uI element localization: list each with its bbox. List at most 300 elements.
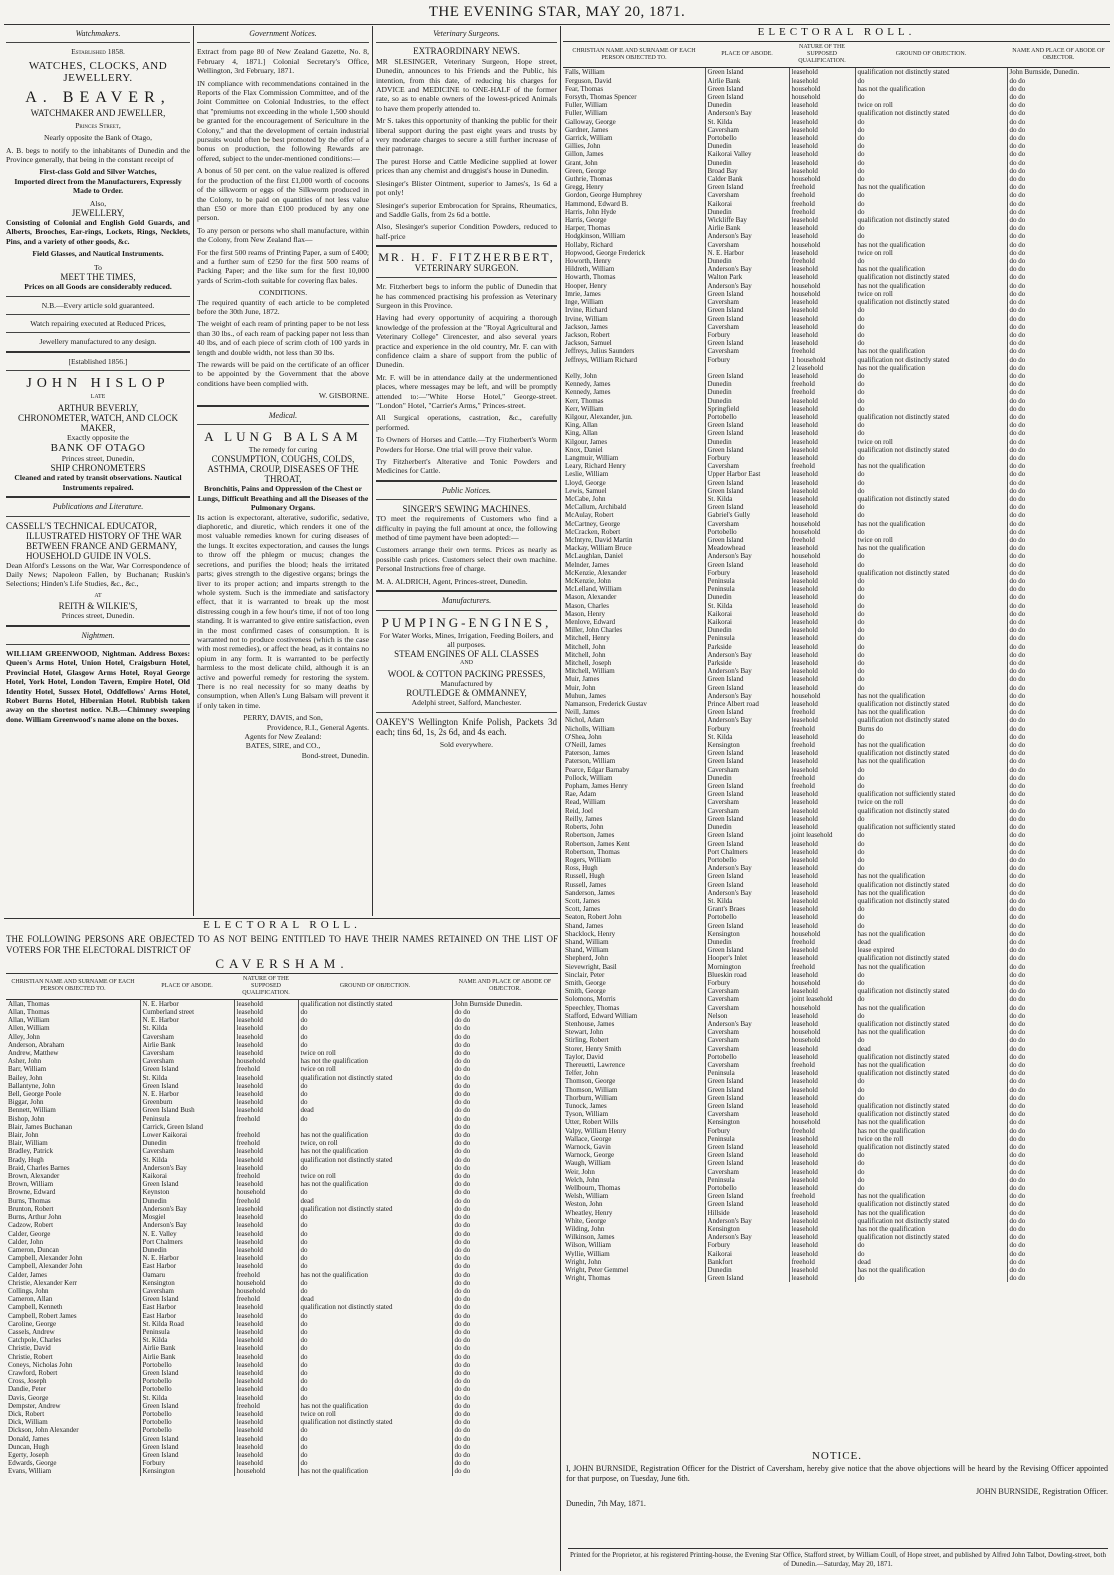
ground-of-objection: qualification not distinctly stated	[855, 446, 1007, 454]
column-government-notices	[197, 28, 369, 914]
table-row	[563, 889, 1110, 897]
voter-name: Smith, George	[565, 987, 606, 996]
ground-of-objection: do	[855, 487, 1007, 495]
place-of-abode: Anderson's Bay	[705, 1233, 789, 1241]
voter-name: Wellbourn, Thomas	[565, 1184, 621, 1193]
voter-name: Blair, John	[8, 1131, 39, 1140]
voter-name: McCallum, Archibald	[565, 503, 627, 512]
table-row	[563, 93, 1110, 101]
voter-name: Robertson, James Kent	[565, 839, 630, 848]
place-of-abode: Dunedin	[705, 388, 789, 396]
ground-of-objection: do	[855, 454, 1007, 462]
objector: do do	[1007, 323, 1110, 331]
col-header: NAME AND PLACE OF ABODE OF OBJECTOR.	[1007, 42, 1110, 68]
ground-of-objection: do	[298, 1312, 452, 1320]
qualification: freehold	[789, 963, 855, 971]
objector: do do	[1007, 593, 1110, 601]
qualification: freehold	[789, 725, 855, 733]
voter-name: Hodgkinson, William	[565, 232, 626, 241]
voter-name: Sinclair, Peter	[565, 970, 605, 979]
table-row	[563, 1192, 1110, 1200]
qualification: leasehold	[789, 815, 855, 823]
column-rule	[193, 26, 194, 916]
qualification: leasehold	[789, 216, 855, 224]
objector: do do	[1007, 142, 1110, 150]
ground-of-objection: qualification not distinctly stated	[298, 1303, 452, 1311]
table-row	[563, 380, 1110, 388]
objector: do do	[1007, 1110, 1110, 1118]
ground-of-objection: twice on roll	[855, 249, 1007, 257]
table-row	[563, 725, 1110, 733]
objector: do do	[1007, 364, 1110, 372]
voter-name: Menlove, Edward	[565, 618, 616, 627]
ad-text: ROUTLEDGE & OMMANNEY,	[406, 688, 527, 699]
ground-of-objection: do	[298, 1287, 452, 1295]
ad-text: M. A. ALDRICH, Agent, Princes-street, Dunedin.	[376, 576, 528, 586]
voter-name: Mackay, William Bruce	[565, 544, 632, 553]
objector: do do	[1007, 675, 1110, 683]
ground-of-objection: has not the qualification	[855, 364, 1007, 372]
objector: do do	[452, 1106, 558, 1114]
qualification: leasehold	[789, 1176, 855, 1184]
ad-text: All Surgical operations, castration, &c., carefully performed.	[376, 413, 557, 432]
ad-text: Mr S. takes this opportunity of thanking the public for their liberal support during the past eight years and trusts by very moderate charges to secure a still further increase of their patronage.	[376, 116, 557, 154]
voter-name: Kennedy, James	[565, 380, 611, 389]
place-of-abode: Forbury	[705, 1127, 789, 1135]
objector: do do	[1007, 208, 1110, 216]
qualification: leasehold	[789, 749, 855, 757]
voter-name: Wright, John	[565, 1257, 602, 1266]
objector: do do	[1007, 109, 1110, 117]
notice-text: CONDITIONS.	[258, 288, 308, 298]
qualification: leasehold	[789, 946, 855, 954]
ground-of-objection: qualification not distinctly stated	[855, 413, 1007, 421]
ad-headline: SINGER'S SEWING MACHINES.	[402, 504, 531, 515]
voter-name: Alley, John	[8, 1032, 40, 1041]
voter-name: Cassels, Andrew	[8, 1327, 55, 1336]
place-of-abode: Green Island	[705, 1086, 789, 1094]
voter-name: Jackson, James	[565, 322, 608, 331]
qualification: leasehold	[789, 1086, 855, 1094]
ground-of-objection: has not the qualification	[855, 1266, 1007, 1274]
qualification: leasehold	[789, 667, 855, 675]
ad-text: N.B.—Every article sold guaranteed.	[41, 300, 155, 310]
voter-name: Stewart, John	[565, 1028, 604, 1037]
qualification: household	[789, 93, 855, 101]
ground-of-objection: do	[855, 922, 1007, 930]
objector: do do	[452, 1147, 558, 1155]
objector: do do	[452, 1418, 558, 1426]
objector: do do	[1007, 306, 1110, 314]
voter-name: Bell, George Poole	[8, 1090, 62, 1099]
ground-of-objection: twice on roll	[855, 438, 1007, 446]
ground-of-objection: do	[855, 528, 1007, 536]
ground-of-objection: twice on the roll	[855, 798, 1007, 806]
ad-text: BATES, SIRE, and CO.,	[245, 741, 321, 751]
section-heading: Publications and Literature.	[52, 502, 144, 512]
objector: do do	[452, 1361, 558, 1369]
ground-of-objection: do	[298, 1090, 452, 1098]
ground-of-objection: twice on roll	[298, 1049, 452, 1057]
qualification: household	[789, 1028, 855, 1036]
ad-text: First-class Gold and Silver Watches,	[39, 167, 157, 177]
ground-of-objection: has not the qualification	[855, 1209, 1007, 1217]
table-row	[563, 675, 1110, 683]
ground-of-objection: do	[298, 1254, 452, 1262]
table-row	[563, 1110, 1110, 1118]
qualification: household	[789, 528, 855, 536]
objector: do do	[1007, 790, 1110, 798]
qualification: household	[789, 1004, 855, 1012]
place-of-abode: St. Kilda	[705, 118, 789, 126]
qualification: leasehold	[789, 397, 855, 405]
voter-name: Robertson, Thomas	[565, 847, 620, 856]
qualification: household	[789, 241, 855, 249]
place-of-abode: Kensington	[705, 741, 789, 749]
qualification: freehold	[789, 462, 855, 470]
ground-of-objection: qualification not distinctly stated	[855, 569, 1007, 577]
objector: do do	[1007, 200, 1110, 208]
voter-name: Wallace, George	[565, 1134, 612, 1143]
voter-name: Caroline, George	[8, 1319, 57, 1328]
table-row	[6, 1369, 558, 1377]
place-of-abode: St. Kilda	[705, 495, 789, 503]
place-of-abode: Green Island	[705, 757, 789, 765]
objector: do do	[1007, 708, 1110, 716]
qualification: leasehold	[789, 569, 855, 577]
qualification: freehold	[234, 1065, 298, 1073]
table-row	[563, 922, 1110, 930]
objector: do do	[1007, 126, 1110, 134]
ground-of-objection: do	[855, 831, 1007, 839]
ground-of-objection: do	[298, 1320, 452, 1328]
qualification: leasehold	[789, 118, 855, 126]
voter-name: Hildreth, William	[565, 265, 615, 274]
table-row	[563, 1004, 1110, 1012]
place-of-abode: Grant's Braes	[705, 905, 789, 913]
place-of-abode: Green Island	[705, 946, 789, 954]
qualification: leasehold	[234, 1164, 298, 1172]
voter-name: Wyllie, William	[565, 1249, 610, 1258]
table-row	[563, 643, 1110, 651]
voter-name: Bishop, John	[8, 1114, 45, 1123]
voter-name: O'Shea, John	[565, 732, 602, 741]
table-row	[563, 1258, 1110, 1266]
ground-of-objection: qualification not distinctly stated	[855, 1102, 1007, 1110]
ad-text: Mr. Fitzherbert begs to inform the public of Dunedin that he has commenced practising his profession as Veterinary Surgeon in this Province.	[376, 282, 557, 310]
table-row	[6, 1418, 558, 1426]
qualification: leasehold	[234, 1451, 298, 1459]
qualification: leasehold	[789, 561, 855, 569]
ground-of-objection: has not the qualification	[855, 1127, 1007, 1135]
objector: do do	[1007, 1250, 1110, 1258]
ground-of-objection: do	[855, 684, 1007, 692]
ground-of-objection: do	[298, 1008, 452, 1016]
place-of-abode: Caversham	[705, 1110, 789, 1118]
voter-name: Knox, Daniel	[565, 445, 603, 454]
table-row	[563, 823, 1110, 831]
qualification: leasehold	[234, 1377, 298, 1385]
ad-text: Customers arrange their own terms. Prices as nearly as possible cash prices. Customers select their own machine. Personal Instructions free of charge.	[376, 545, 557, 574]
voter-name: Burns, Arthur John	[8, 1213, 62, 1222]
place-of-abode: Dunedin	[705, 380, 789, 388]
col-header: CHRISTIAN NAME AND SURNAME OF EACH PERSON OBJECTED TO.	[563, 42, 705, 68]
objector: do do	[1007, 1143, 1110, 1151]
qualification: leasehold	[789, 470, 855, 478]
voter-name: Fear, Thomas	[565, 84, 604, 93]
objector: do do	[1007, 479, 1110, 487]
table-row	[563, 1118, 1110, 1126]
qualification: leasehold	[789, 848, 855, 856]
qualification: leasehold	[234, 1320, 298, 1328]
ground-of-objection: do	[855, 200, 1007, 208]
qualification: leasehold	[789, 1094, 855, 1102]
table-row	[563, 700, 1110, 708]
table-row	[563, 249, 1110, 257]
table-row	[6, 1188, 558, 1196]
place-of-abode: Green Island	[140, 1402, 234, 1410]
objector: do do	[1007, 273, 1110, 281]
table-row	[6, 1156, 558, 1164]
table-row	[563, 167, 1110, 175]
ground-of-objection: qualification not distinctly stated	[855, 1143, 1007, 1151]
place-of-abode: Caversham	[705, 126, 789, 134]
place-of-abode: Caversham	[705, 520, 789, 528]
ad-text: [Established 1856.]	[68, 356, 128, 366]
qualification: freehold	[789, 536, 855, 544]
table-row	[563, 175, 1110, 183]
table-row	[563, 232, 1110, 240]
place-of-abode: Gabriel's Gully	[705, 511, 789, 519]
place-of-abode: Hooper's Inlet	[705, 954, 789, 962]
ground-of-objection: do	[298, 1098, 452, 1106]
place-of-abode: St. Kilda	[140, 1156, 234, 1164]
ground-of-objection: has not the qualification	[855, 241, 1007, 249]
objector: do do	[1007, 1200, 1110, 1208]
place-of-abode: Caversham	[705, 1045, 789, 1053]
place-of-abode: Green Island	[705, 675, 789, 683]
objector: do do	[1007, 528, 1110, 536]
ad-text: To	[94, 262, 102, 272]
table-row	[563, 421, 1110, 429]
ground-of-objection: has not the qualification	[855, 85, 1007, 93]
place-of-abode: Caversham	[705, 323, 789, 331]
place-of-abode: Anderson's Bay	[705, 232, 789, 240]
objector: do do	[1007, 1086, 1110, 1094]
ground-of-objection: do	[855, 421, 1007, 429]
ground-of-objection: do	[855, 1159, 1007, 1167]
voter-name: Thorburn, William	[565, 1093, 618, 1102]
place-of-abode: Caversham	[705, 807, 789, 815]
objector: do do	[1007, 397, 1110, 405]
objector: do do	[1007, 1274, 1110, 1282]
voter-name: Tyson, William	[565, 1110, 609, 1119]
objector: do do	[1007, 544, 1110, 552]
table-row	[563, 757, 1110, 765]
ground-of-objection: do	[298, 1394, 452, 1402]
table-row	[563, 528, 1110, 536]
voter-name: Welsh, William	[565, 1192, 609, 1201]
ground-of-objection: do	[855, 208, 1007, 216]
voter-name: Kilgour, James	[565, 437, 608, 446]
qualification: leasehold	[789, 1168, 855, 1176]
place-of-abode: Green Island	[705, 339, 789, 347]
place-of-abode: Green Island	[705, 708, 789, 716]
qualification: leasehold	[789, 1241, 855, 1249]
voter-name: Neill, James	[565, 708, 600, 717]
table-row	[563, 602, 1110, 610]
place-of-abode: Lower Kaikorai	[140, 1131, 234, 1139]
established-text: Established 1858.	[71, 47, 125, 57]
qualification: freehold	[789, 388, 855, 396]
qualification: leasehold	[789, 265, 855, 273]
place-of-abode: Airlie Bank	[705, 77, 789, 85]
voter-name: Sanderson, James	[565, 888, 615, 897]
qualification: leasehold	[234, 1246, 298, 1254]
objector: do do	[1007, 315, 1110, 323]
notice-text: For the first 500 reams of Printing Paper, a sum of £400; and a further sum of £250 for the first 500 reams of Packing Paper; and the like sum for the first 10,000 yards of Scrim-cloth suitable for covering flax bales.	[197, 247, 369, 285]
roll-district: CAVERSHAM.	[215, 956, 349, 972]
table-row	[563, 749, 1110, 757]
table-row	[6, 1180, 558, 1188]
ground-of-objection: do	[855, 667, 1007, 675]
objector: do do	[452, 1279, 558, 1287]
ground-of-objection: do	[855, 1086, 1007, 1094]
objector: do do	[1007, 659, 1110, 667]
qualification: leasehold	[789, 1053, 855, 1061]
ground-of-objection: dead	[855, 1045, 1007, 1053]
place-of-abode: Green Island	[705, 561, 789, 569]
objector: do do	[452, 1049, 558, 1057]
ground-of-objection: do	[855, 142, 1007, 150]
voter-name: Cadzow, Robert	[8, 1221, 54, 1230]
qualification: leasehold	[789, 126, 855, 134]
place-of-abode: Kaikorai Valley	[705, 150, 789, 158]
qualification: leasehold	[234, 1156, 298, 1164]
table-row	[563, 1086, 1110, 1094]
objector: do do	[452, 1344, 558, 1352]
objector: do do	[452, 1353, 558, 1361]
qualification: leasehold	[234, 1426, 298, 1434]
place-of-abode: Caversham	[140, 1033, 234, 1041]
objector: do do	[452, 1312, 558, 1320]
objector: do do	[452, 1008, 558, 1016]
place-of-abode: Portobello	[705, 913, 789, 921]
qualification: household	[789, 979, 855, 987]
objector: do do	[452, 1435, 558, 1443]
ground-of-objection: do	[855, 585, 1007, 593]
qualification: leasehold	[234, 1303, 298, 1311]
qualification: leasehold	[789, 1110, 855, 1118]
objector: do do	[1007, 798, 1110, 806]
place-of-abode: Kaikorai	[705, 610, 789, 618]
place-of-abode: Airlie Bank	[140, 1344, 234, 1352]
table-row	[563, 552, 1110, 560]
voter-name: Dick, William	[8, 1418, 48, 1427]
place-of-abode: Broad Bay	[705, 167, 789, 175]
qualification: household	[789, 290, 855, 298]
qualification: leasehold	[789, 224, 855, 232]
qualification: leasehold	[789, 1102, 855, 1110]
table-row	[563, 1045, 1110, 1053]
place-of-abode: Kensington	[705, 1118, 789, 1126]
place-of-abode: St. Kilda	[140, 1394, 234, 1402]
voter-name: Paterson, James	[565, 749, 610, 758]
voter-name: Ross, Hugh	[565, 864, 598, 873]
ground-of-objection: do	[855, 593, 1007, 601]
voter-name: Muhun, James	[565, 691, 606, 700]
place-of-abode: Portobello	[705, 413, 789, 421]
qualification: household	[789, 692, 855, 700]
qualification: leasehold	[234, 1041, 298, 1049]
objector: do do	[1007, 1159, 1110, 1167]
table-row	[563, 1159, 1110, 1167]
place-of-abode: Anderson's Bay	[140, 1221, 234, 1229]
ground-of-objection: do	[298, 1082, 452, 1090]
voter-name: Telfer, John	[565, 1069, 599, 1078]
place-of-abode: Green Island	[705, 815, 789, 823]
voter-name: Mason, Charles	[565, 601, 609, 610]
voter-name: Calder, George	[8, 1229, 51, 1238]
ground-of-objection: do	[855, 315, 1007, 323]
ground-of-objection: qualification not distinctly stated	[298, 1074, 452, 1082]
roll-title: ELECTORAL ROLL.	[203, 921, 361, 931]
objector: do do	[1007, 118, 1110, 126]
place-of-abode: Dunedin	[705, 257, 789, 265]
table-row	[563, 634, 1110, 642]
qualification: leasehold	[789, 675, 855, 683]
voter-name: McCracken, Robert	[565, 527, 621, 536]
ground-of-objection: do	[855, 856, 1007, 864]
voter-name: Catchpole, Charles	[8, 1336, 62, 1345]
ground-of-objection: has not the qualification	[298, 1057, 452, 1065]
ground-of-objection: qualification not distinctly stated	[855, 356, 1007, 364]
qualification: freehold	[789, 782, 855, 790]
place-of-abode: Parkside	[705, 643, 789, 651]
place-of-abode: Peninsula	[705, 634, 789, 642]
table-row	[6, 1262, 558, 1270]
ground-of-objection: qualification not distinctly stated	[855, 1200, 1007, 1208]
place-of-abode: Green Island	[705, 790, 789, 798]
voter-name: Harris, John Hyde	[565, 207, 617, 216]
voter-name: Stafford, Edward William	[565, 1011, 638, 1020]
table-row	[6, 1328, 558, 1336]
objector: do do	[1007, 561, 1110, 569]
place-of-abode: Green Island	[705, 290, 789, 298]
ground-of-objection: do	[855, 610, 1007, 618]
table-row	[563, 200, 1110, 208]
table-row	[563, 561, 1110, 569]
place-of-abode: Dunedin	[705, 823, 789, 831]
objector: do do	[1007, 224, 1110, 232]
table-row	[563, 610, 1110, 618]
qualification: leasehold	[789, 372, 855, 380]
table-row	[563, 118, 1110, 126]
qualification: leasehold	[789, 651, 855, 659]
table-row	[563, 85, 1110, 93]
table-row	[6, 1254, 558, 1262]
table-row	[6, 1344, 558, 1352]
place-of-abode: Kensington	[705, 930, 789, 938]
qualification: leasehold	[789, 856, 855, 864]
voter-name: Wilding, John	[565, 1225, 605, 1234]
place-of-abode: Caversham	[705, 766, 789, 774]
qualification: leasehold	[789, 840, 855, 848]
qualification: leasehold	[789, 602, 855, 610]
qualification: leasehold	[789, 757, 855, 765]
ground-of-objection: qualification not distinctly stated	[855, 987, 1007, 995]
place-of-abode: Peninsula	[705, 577, 789, 585]
